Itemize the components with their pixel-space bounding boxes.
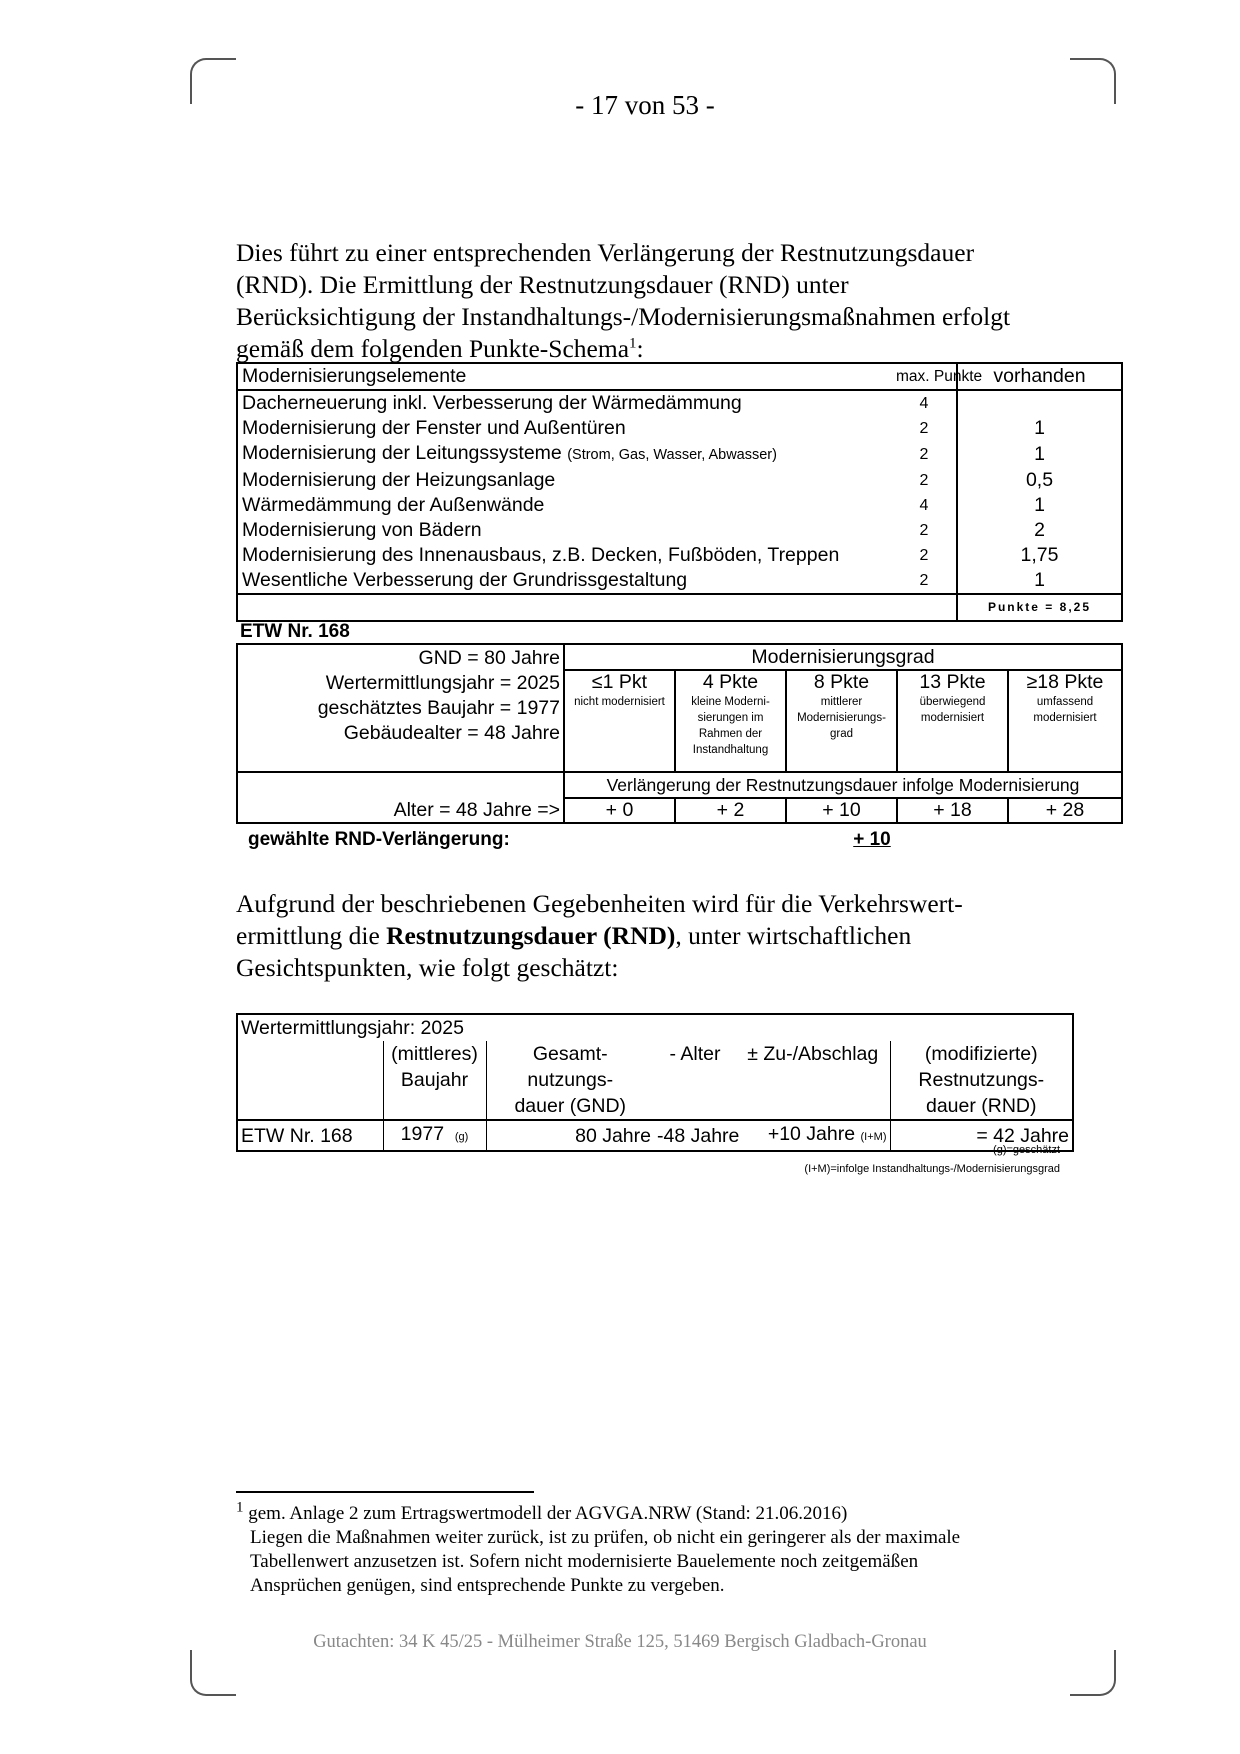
footnote (236, 1499, 1136, 1598)
row-present: 1 (957, 493, 1122, 518)
rnd-line-2-post: , unter wirtschaftlichen (675, 921, 912, 950)
row-element-note: (Strom, Gas, Wasser, Abwasser) (567, 447, 777, 463)
page-number: - 17 von 53 - (575, 90, 715, 120)
extension-value: + 0 (564, 798, 675, 823)
row-max: 2 (919, 522, 929, 539)
rnd-header-rnd (890, 1041, 1073, 1120)
row-element: Modernisierung der Fenster und Außentüren (237, 416, 892, 441)
extension-header-row (237, 772, 1122, 798)
row-max: 4 (919, 497, 929, 514)
row-element-text: Modernisierung der Leitungssysteme (242, 442, 562, 464)
rnd-header-baujahr (383, 1041, 486, 1120)
points-header-row (237, 363, 1122, 390)
note-modernization: (I+M)=infolge Instandhaltungs-/Modernisierungsgrad (804, 1163, 1060, 1175)
footnote-line-1 (236, 1499, 1136, 1526)
built-year-text: geschätztes Baujahr = 1977 (317, 697, 560, 719)
chosen-extension-label: gewählte RND-Verlängerung: (248, 829, 510, 850)
grade-label: ≥18 Pkte (1026, 671, 1104, 693)
rnd-header-row (237, 1041, 1073, 1120)
row-max: 2 (919, 572, 929, 589)
footnote-line-4: Ansprüchen genügen, sind entsprechende Punkte zu vergeben. (250, 1575, 725, 1596)
rnd-row-result: = 42 Jahre (890, 1120, 1073, 1151)
row-present: 1 (957, 416, 1122, 441)
grade-label: 8 Pkte (813, 671, 870, 693)
points-row (237, 390, 1122, 416)
extension-value: + 10 (786, 798, 897, 823)
grade-header-row (237, 644, 1122, 670)
points-row (237, 468, 1122, 493)
grade-cell (897, 670, 1008, 772)
row-element (237, 441, 892, 468)
grade-description: umfassend modernisiert (1033, 696, 1097, 724)
rnd-header-alter: - Alter (669, 1043, 721, 1065)
row-present: 2 (957, 518, 1122, 543)
grade-label: 4 Pkte (702, 671, 759, 693)
row-element: Wesentliche Verbesserung der Grundrissgestaltung (237, 568, 892, 594)
building-facts (237, 644, 564, 772)
rnd-header-rnd-3: dauer (RND) (925, 1095, 1037, 1117)
row-present: 1,75 (957, 543, 1122, 568)
age-row-label: Alter = 48 Jahre => (237, 798, 564, 823)
rnd-line-2 (236, 920, 1136, 952)
points-row (237, 441, 1122, 468)
intro-line-1: Dies führt zu einer entsprechenden Verlängerung der Restnutzungsdauer (236, 238, 975, 267)
grade-description: mittlerer Modernisierungs-grad (797, 696, 886, 740)
modernization-grade-table (236, 643, 1123, 824)
footnote-line-3: Tabellenwert anzusetzen ist. Sofern nicht modernisierte Bauelemente noch zeitgemäßen (250, 1551, 919, 1572)
header-present: vorhanden (957, 363, 1122, 390)
footnote-reference[interactable]: 1 (629, 335, 637, 352)
rnd-line-1: Aufgrund der beschriebenen Gegebenheiten wird für die Verkehrswert- (236, 889, 963, 918)
note-estimated: (g)=geschätzt (993, 1144, 1060, 1156)
points-total-row (237, 594, 1122, 621)
rnd-header-gnd-1: Gesamt- (532, 1043, 608, 1065)
intro-line-3: Berücksichtigung der Instandhaltungs-/Modernisierungsmaßnahmen erfolgt (236, 302, 1011, 331)
grade-cell (564, 670, 675, 772)
intro-line-4-text: gemäß dem folgenden Punkte-Schema (236, 334, 630, 363)
total-spacer-2 (892, 594, 957, 621)
grade-cell (675, 670, 786, 772)
rnd-row-zu-note: (I+M) (860, 1131, 887, 1143)
rnd-title-row (237, 1014, 1073, 1041)
points-row (237, 518, 1122, 543)
grade-cell (1008, 670, 1122, 772)
row-element: Modernisierung des Innenausbaus, z.B. Decken, Fußböden, Treppen (237, 543, 892, 568)
corner-mark-bottom-right (1070, 1650, 1116, 1696)
corner-mark-bottom-left (190, 1650, 236, 1696)
rnd-row-label: ETW Nr. 168 (237, 1120, 383, 1151)
row-max: 2 (919, 446, 929, 463)
row-max: 2 (919, 420, 929, 437)
row-present: 1 (957, 568, 1122, 594)
rnd-line-2-bold: Restnutzungsdauer (RND) (386, 921, 676, 950)
page-footer: Gutachten: 34 K 45/25 - Mülheimer Straße 125, 51469 Bergisch Gladbach-Gronau (313, 1632, 927, 1652)
extension-header: Verlängerung der Restnutzungsdauer infolge Modernisierung (564, 772, 1122, 798)
rnd-header-gnd-3: dauer (GND) (514, 1095, 627, 1117)
grade-cell (786, 670, 897, 772)
row-present: 1 (957, 441, 1122, 468)
intro-line-4-end: : (636, 334, 644, 363)
footnote-line-2: Liegen die Maßnahmen weiter zurück, ist zu prüfen, ob nicht ein geringerer als der maximale (250, 1527, 961, 1548)
rnd-header-rnd-1: (modifizierte) (924, 1043, 1038, 1065)
chosen-extension-value: + 10 (853, 829, 891, 850)
row-element: Dacherneuerung inkl. Verbesserung der Wärmedämmung (237, 390, 892, 416)
rnd-row-baujahr-note: (g) (454, 1131, 469, 1143)
rnd-header-rnd-2: Restnutzungs- (918, 1069, 1045, 1091)
footnote-separator (236, 1491, 534, 1493)
grade-label: 13 Pkte (919, 671, 986, 693)
rnd-header-gnd-2: nutzungs- (527, 1069, 614, 1091)
grade-description: überwiegend modernisiert (919, 696, 986, 724)
rnd-header-zu: ± Zu-/Abschlag (736, 1041, 890, 1120)
extension-value: + 18 (897, 798, 1008, 823)
grade-description: kleine Moderni-sierungen im Rahmen der Instandhaltung (691, 696, 770, 756)
points-row (237, 493, 1122, 518)
row-present: 0,5 (957, 468, 1122, 493)
intro-line-2: (RND). Die Ermittlung der Restnutzungsdauer (RND) unter (236, 270, 849, 299)
rnd-header-gnd (486, 1041, 654, 1120)
row-element: Modernisierung der Heizungsanlage (237, 468, 892, 493)
total-spacer (237, 594, 892, 621)
rnd-paragraph (236, 888, 1136, 984)
points-total: Punkte = 8,25 (957, 594, 1122, 621)
points-row (237, 416, 1122, 441)
header-elements: Modernisierungselemente (237, 363, 892, 390)
building-age-text: Gebäudealter = 48 Jahre (343, 722, 560, 744)
footnote-mark: 1 (236, 1499, 244, 1516)
rnd-calculation-table (236, 1013, 1074, 1152)
rnd-row-baujahr (383, 1120, 486, 1151)
grade-description: nicht modernisiert (574, 696, 665, 708)
row-max: 2 (919, 547, 929, 564)
gnd-text: GND = 80 Jahre (418, 647, 560, 669)
rnd-header-baujahr-2: Baujahr (400, 1069, 469, 1091)
header-max-points: max. Punkte (892, 363, 957, 390)
rnd-line-3: Gesichtspunkten, wie folgt geschätzt: (236, 953, 619, 982)
intro-paragraph (236, 237, 1136, 365)
rnd-row-gnd: 80 Jahre (486, 1120, 654, 1151)
row-present (957, 390, 1122, 416)
rnd-row-alter: -48 Jahre (654, 1120, 736, 1151)
extension-spacer (237, 772, 564, 798)
modernization-points-table (236, 362, 1123, 622)
intro-line-4 (236, 333, 1136, 365)
rnd-row-zu-value: +10 Jahre (767, 1123, 856, 1145)
valuation-year-text: Wertermittlungsjahr = 2025 (325, 672, 560, 694)
rnd-line-2-pre: ermittlung die (236, 921, 387, 950)
rnd-title: Wertermittlungsjahr: 2025 (237, 1014, 1073, 1041)
modernization-grade-header: Modernisierungsgrad (564, 644, 1122, 670)
extension-value: + 28 (1008, 798, 1122, 823)
extension-values-row (237, 798, 1122, 823)
etw-label: ETW Nr. 168 (240, 621, 350, 642)
row-max: 4 (892, 390, 957, 416)
rnd-header-baujahr-1: (mittleres) (391, 1043, 478, 1065)
points-row (237, 568, 1122, 594)
rnd-header-spacer (237, 1041, 383, 1120)
rnd-row-baujahr-value: 1977 (400, 1123, 445, 1145)
row-max: 2 (919, 472, 929, 489)
extension-value: + 2 (675, 798, 786, 823)
points-row (237, 543, 1122, 568)
row-element: Wärmedämmung der Außenwände (237, 493, 892, 518)
grade-label: ≤1 Pkt (591, 671, 648, 693)
footnote-line-1-text: gem. Anlage 2 zum Ertragswertmodell der AGVGA.NRW (Stand: 21.06.2016) (248, 1503, 848, 1524)
row-element: Modernisierung von Bädern (237, 518, 892, 543)
